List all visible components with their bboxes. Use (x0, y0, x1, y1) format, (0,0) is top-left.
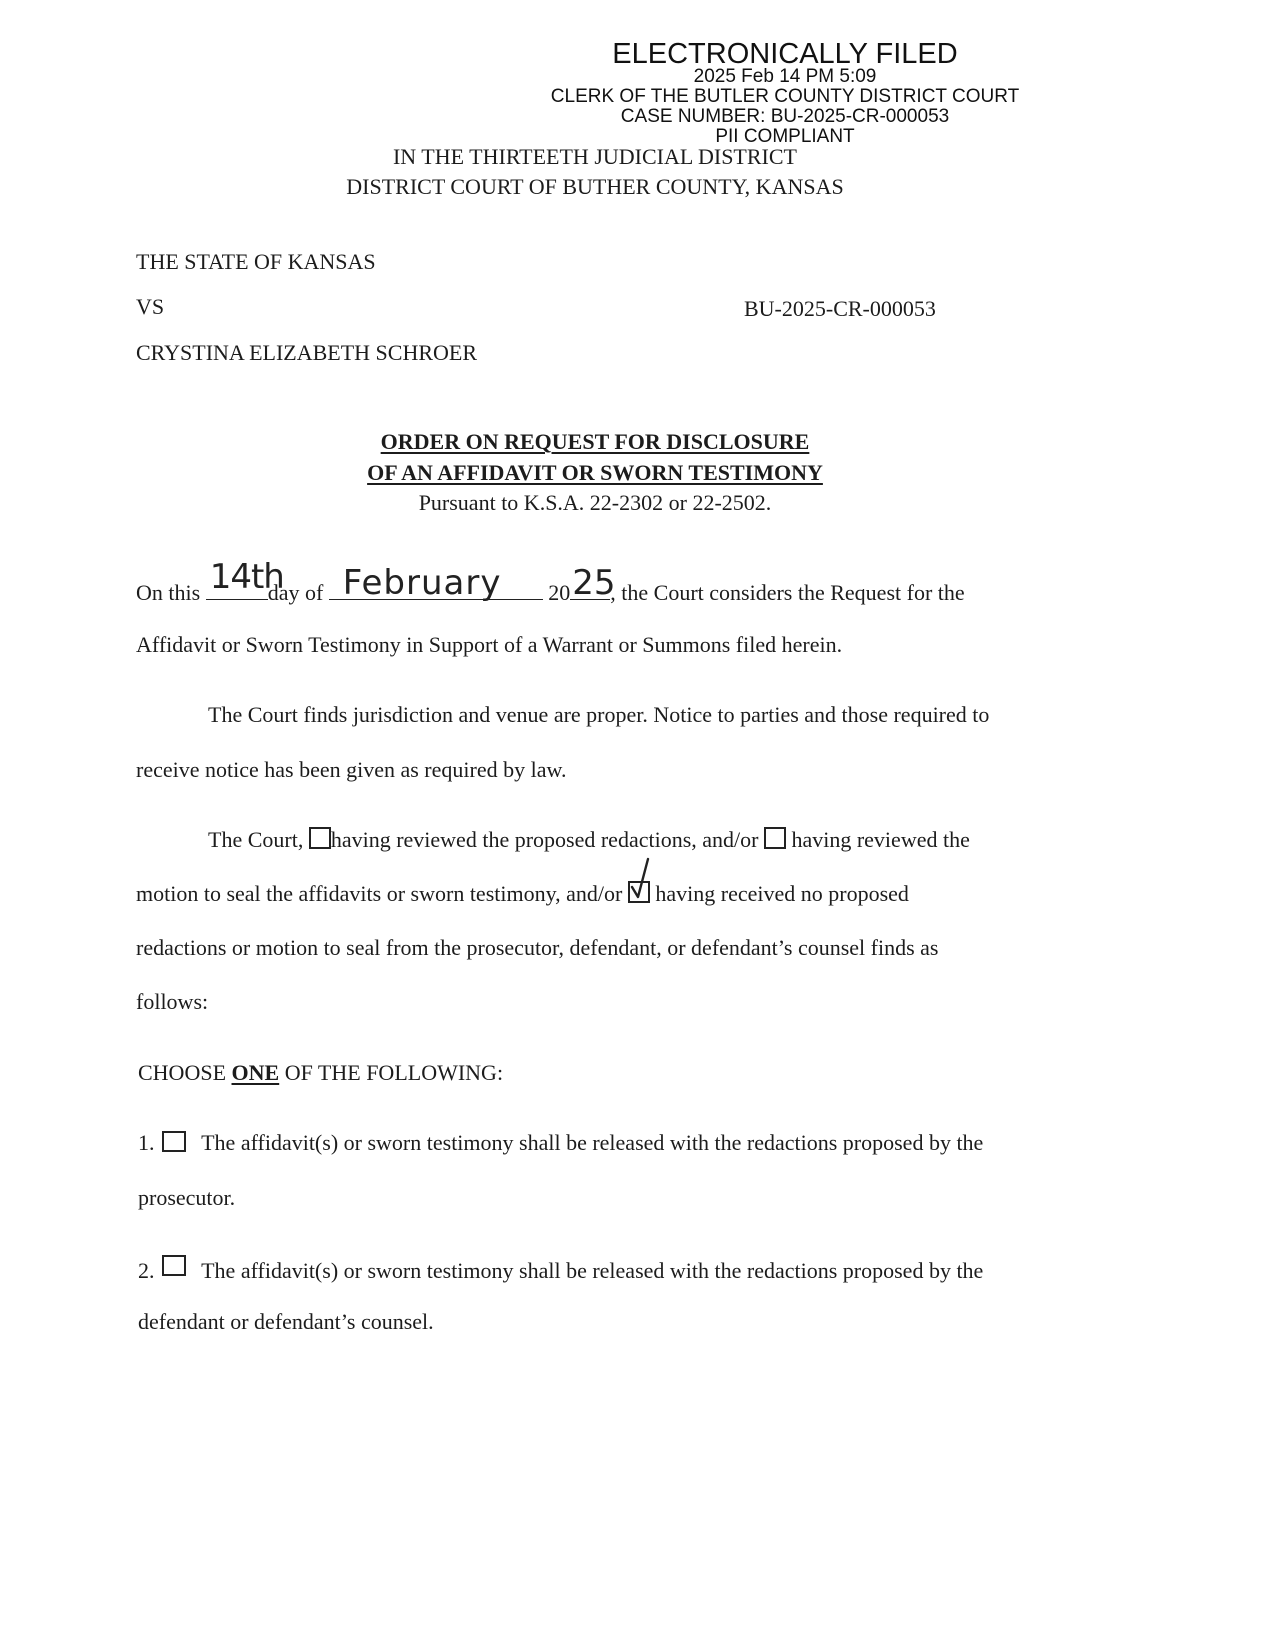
stamp-case-number: CASE NUMBER: BU-2025-CR-000053 (620, 106, 950, 127)
defendant-name: CRYSTINA ELIZABETH SCHROER (136, 340, 478, 365)
year-blank (570, 563, 616, 603)
day-blank (206, 557, 284, 600)
filing-stamp (520, 40, 1050, 146)
plaintiff-name: THE STATE OF KANSAS (136, 249, 376, 274)
stamp-clerk: CLERK OF THE BUTLER COUNTY DISTRICT COURT (550, 86, 1020, 107)
motion-to-seal-label: motion to seal the affidavits or sworn testimony, and/or (136, 881, 623, 906)
checkbox-option-1[interactable] (162, 1131, 186, 1152)
option-2-line2: defendant or defendant’s counsel. (138, 1309, 434, 1334)
stamp-datetime: 2025 Feb 14 PM 5:09 (693, 66, 877, 87)
versus-label: VS (136, 294, 165, 319)
checkbox-option-2[interactable] (162, 1255, 186, 1276)
month-blank (329, 563, 543, 603)
checkbox-no-proposed-redactions[interactable] (628, 881, 650, 903)
option-1-line1 (138, 1130, 983, 1156)
findings-p1-line1: The Court finds jurisdiction and venue are proper. Notice to parties and those required to (208, 702, 990, 727)
option-1-text: The affidavit(s) or sworn testimony shall be released with the redactions proposed by the (201, 1130, 984, 1155)
check-mark-icon (628, 853, 662, 901)
court-heading-line2: DISTRICT COURT OF BUTHER COUNTY, KANSAS (346, 174, 844, 199)
year-prefix: 20 (548, 580, 571, 605)
order-title-line1-text: ORDER ON REQUEST FOR DISCLOSURE (380, 429, 810, 454)
findings-p2-line4: follows: (136, 989, 209, 1014)
day-of-label: day of (267, 580, 324, 605)
reviewed-redactions-label: having reviewed the proposed redactions, and/or (330, 827, 759, 852)
choose-one: ONE (231, 1060, 280, 1085)
stamp-pii: PII COMPLIANT (715, 126, 855, 147)
option-2-text: The affidavit(s) or sworn testimony shall be released with the redactions proposed by the (201, 1258, 984, 1283)
court-heading-line1: IN THE THIRTEETH JUDICIAL DISTRICT (392, 144, 797, 169)
intro-after-year: , the Court considers the Request for the (610, 580, 965, 605)
case-number: BU-2025-CR-000053 (744, 296, 936, 321)
findings-p1-line2: receive notice has been given as required by law. (136, 757, 567, 782)
option-2-line1 (138, 1255, 983, 1284)
day-handwritten: 14th (209, 557, 284, 597)
findings-p2-line1 (208, 827, 970, 853)
order-title-line2 (300, 460, 890, 486)
choose-post: OF THE FOLLOWING: (284, 1060, 504, 1085)
reviewed-motion-label: having reviewed the (791, 827, 970, 852)
intro-line2: Affidavit or Sworn Testimony in Support of a Warrant or Summons filed herein. (136, 632, 843, 657)
stamp-title: ELECTRONICALLY FILED (612, 38, 958, 70)
order-title-line2-text: OF AN AFFIDAVIT OR SWORN TESTIMONY (367, 460, 823, 485)
choose-pre: CHOOSE (138, 1060, 227, 1085)
option-1-number: 1. (138, 1130, 155, 1155)
checkbox-reviewed-redactions[interactable] (309, 827, 331, 849)
intro-line1 (136, 557, 965, 606)
the-court-label: The Court, (208, 827, 304, 852)
checkbox-reviewed-motion[interactable] (764, 827, 786, 849)
findings-p2-line2 (136, 881, 909, 907)
option-1-line2: prosecutor. (138, 1185, 236, 1210)
choose-heading (138, 1060, 503, 1086)
month-handwritten: February (342, 563, 502, 603)
year-handwritten: 25 (572, 563, 616, 603)
order-title-line1 (300, 429, 890, 455)
option-2-number: 2. (138, 1258, 155, 1283)
order-subtitle: Pursuant to K.S.A. 22-2302 or 22-2502. (418, 490, 772, 515)
on-this-label: On this (136, 580, 201, 605)
findings-p2-line3: redactions or motion to seal from the prosecutor, defendant, or defendant’s counsel finds as (136, 935, 939, 960)
no-proposed-label: having received no proposed (655, 881, 909, 906)
